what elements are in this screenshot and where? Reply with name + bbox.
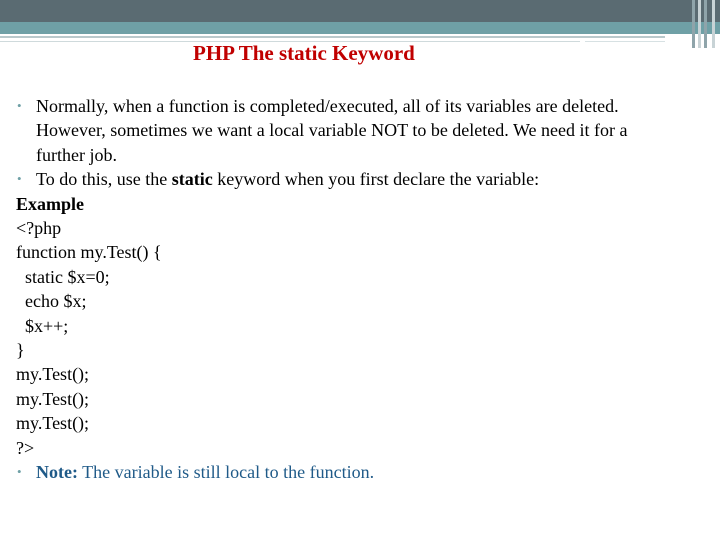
code-block xyxy=(16,216,706,460)
bullet-text-line: Normally, when a function is completed/executed, all of its variables are deleted. xyxy=(36,96,619,116)
slide-title: PHP The static Keyword xyxy=(193,41,415,65)
code-line: echo $x; xyxy=(16,291,87,312)
bullet-text-line: To do this, use the static keyword when you first declare the variable: xyxy=(36,169,540,190)
header-rule-thin-right xyxy=(585,41,665,42)
note-label: Note: xyxy=(36,462,78,483)
note-text: The variable is still local to the function. xyxy=(77,462,375,483)
code-line: my.Test(); xyxy=(16,388,90,409)
code-line: ?> xyxy=(16,437,35,458)
bullet-icon: • xyxy=(17,98,22,113)
bullet-item xyxy=(16,94,706,167)
example-label: Example xyxy=(16,193,85,214)
code-line: static $x=0; xyxy=(16,266,110,287)
code-line: } xyxy=(16,340,25,361)
bullet-text-line: However, sometimes we want a local variable NOT to be deleted. We need it for a xyxy=(36,120,628,141)
bullet-icon: • xyxy=(17,464,22,480)
note-bullet xyxy=(16,460,706,484)
bullet-item xyxy=(16,167,706,191)
code-line: my.Test(); xyxy=(16,413,90,434)
code-line: $x++; xyxy=(16,315,69,336)
code-line: function my.Test() { xyxy=(16,242,162,263)
slide-body xyxy=(16,94,706,485)
code-line: <?php xyxy=(16,218,62,239)
bullet-icon: • xyxy=(17,171,22,187)
header-rule xyxy=(0,36,665,38)
header-band xyxy=(0,0,720,22)
code-line: my.Test(); xyxy=(16,364,90,385)
header-accent-band xyxy=(0,22,720,34)
bullet-text-line: further job. xyxy=(36,144,117,165)
static-keyword: static xyxy=(171,169,213,190)
header-corner-strips xyxy=(692,0,720,48)
